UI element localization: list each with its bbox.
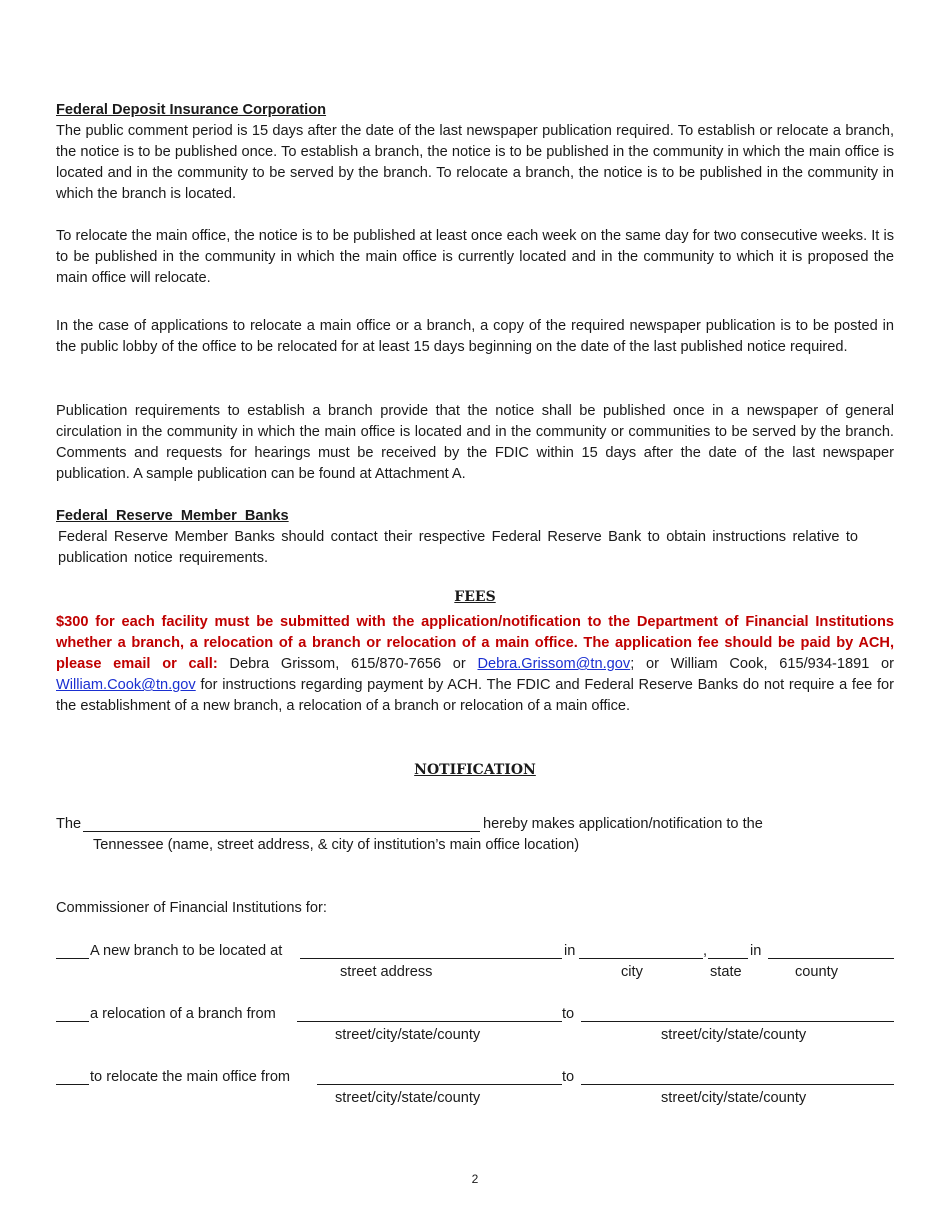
institution-name-line[interactable] bbox=[83, 831, 480, 832]
new-branch-county-line[interactable] bbox=[768, 958, 894, 959]
to-caption-2: street/city/state/county bbox=[661, 1090, 807, 1106]
relocate-main-check-line[interactable] bbox=[56, 1084, 89, 1085]
to-label-1: to bbox=[562, 1006, 575, 1022]
from-caption-1: street/city/state/county bbox=[335, 1027, 481, 1043]
commissioner-text: Commissioner of Financial Institutions for: bbox=[56, 900, 327, 916]
relocate-main-from-line[interactable] bbox=[317, 1084, 562, 1085]
email-link-debra[interactable]: Debra.Grissom@tn.gov bbox=[477, 656, 631, 672]
street-address-caption: street address bbox=[340, 964, 433, 980]
relocate-branch-label: a relocation of a branch from bbox=[90, 1006, 276, 1022]
relocate-branch-check-line[interactable] bbox=[56, 1021, 89, 1022]
state-caption: state bbox=[710, 964, 742, 980]
the-label: The bbox=[56, 816, 82, 832]
hereby-text: hereby makes application/notification to the bbox=[483, 816, 763, 832]
fees-title: FEES bbox=[454, 589, 496, 605]
frb-heading: Federal Reserve Member Banks bbox=[56, 508, 289, 524]
fees-red-text: $300 for each facility must be submitted with the application/notification to the Department of Financial Institutions whether a branch, a relocation of a branch or relocation of a main office. The application fee should be paid by ACH, please email or call: bbox=[56, 614, 894, 672]
relocate-branch-to-line[interactable] bbox=[581, 1021, 894, 1022]
to-caption-1: street/city/state/county bbox=[661, 1027, 807, 1043]
fees-paragraph bbox=[56, 612, 894, 717]
fdic-paragraph-2: To relocate the main office, the notice is to be published at least once each week on the same day for two consecutive weeks. It is to be published in the community in which the main office is currently located and in the community to which it is proposed the main office will relocate. bbox=[56, 228, 894, 286]
new-branch-check-line[interactable] bbox=[56, 958, 89, 959]
from-caption-2: street/city/state/county bbox=[335, 1090, 481, 1106]
relocate-main-label: to relocate the main office from bbox=[90, 1069, 291, 1085]
fdic-heading: Federal Deposit Insurance Corporation bbox=[56, 102, 327, 118]
tennessee-caption: Tennessee (name, street address, & city of institution’s main office location) bbox=[93, 837, 580, 853]
new-branch-street-line[interactable] bbox=[300, 958, 562, 959]
fees-contact-2: ; or William Cook, 615/934-1891 or bbox=[630, 656, 895, 672]
new-branch-state-line[interactable] bbox=[708, 958, 748, 959]
frb-body: Federal Reserve Member Banks should contact their respective Federal Reserve Bank to obtain instructions relative to publication notice requirements. bbox=[58, 529, 858, 566]
new-branch-city-line[interactable] bbox=[579, 958, 703, 959]
relocate-main-to-line[interactable] bbox=[581, 1084, 894, 1085]
fdic-paragraph-4: Publication requirements to establish a branch provide that the notice shall be published once in a newspaper of general circulation in the community in which the main office is located and in the community or communities to be served by the branch. Comments and requests for hearings must be received by the FDIC within 15 days after the date of the last newspaper publication. A sample publication can be found at Attachment A. bbox=[56, 403, 894, 482]
fdic-paragraph-3: In the case of applications to relocate a main office or a branch, a copy of the required newspaper publication is to be posted in the public lobby of the office to be relocated for at least 15 days beginning on the date of the last published notice required. bbox=[56, 318, 894, 355]
in-label-1: in bbox=[564, 943, 576, 959]
notification-title: NOTIFICATION bbox=[414, 762, 536, 778]
page-number: 2 bbox=[471, 1172, 479, 1186]
comma-label: , bbox=[703, 943, 708, 959]
fees-tail: for instructions regarding payment by ACH. The FDIC and Federal Reserve Banks do not require a fee for the establishment of a new branch, a relocation of a branch or relocation of a main office. bbox=[56, 677, 894, 714]
relocate-branch-from-line[interactable] bbox=[297, 1021, 562, 1022]
to-label-2: to bbox=[562, 1069, 575, 1085]
fees-contact-1: Debra Grissom, 615/870-7656 or bbox=[217, 656, 478, 672]
new-branch-label: A new branch to be located at bbox=[90, 943, 283, 959]
city-caption: city bbox=[621, 964, 643, 980]
in-label-2: in bbox=[750, 943, 762, 959]
county-caption: county bbox=[795, 964, 838, 980]
email-link-william[interactable]: William.Cook@tn.gov bbox=[56, 677, 196, 693]
fdic-paragraph-1: The public comment period is 15 days after the date of the last newspaper publication required. To establish or relocate a branch, the notice is to be published once. To establish a branch, the notice is to be published in the community in which the main office is located and in the community to be served by the branch. To relocate a branch, the notice is to be published in the community in which the branch is located. bbox=[56, 123, 894, 202]
